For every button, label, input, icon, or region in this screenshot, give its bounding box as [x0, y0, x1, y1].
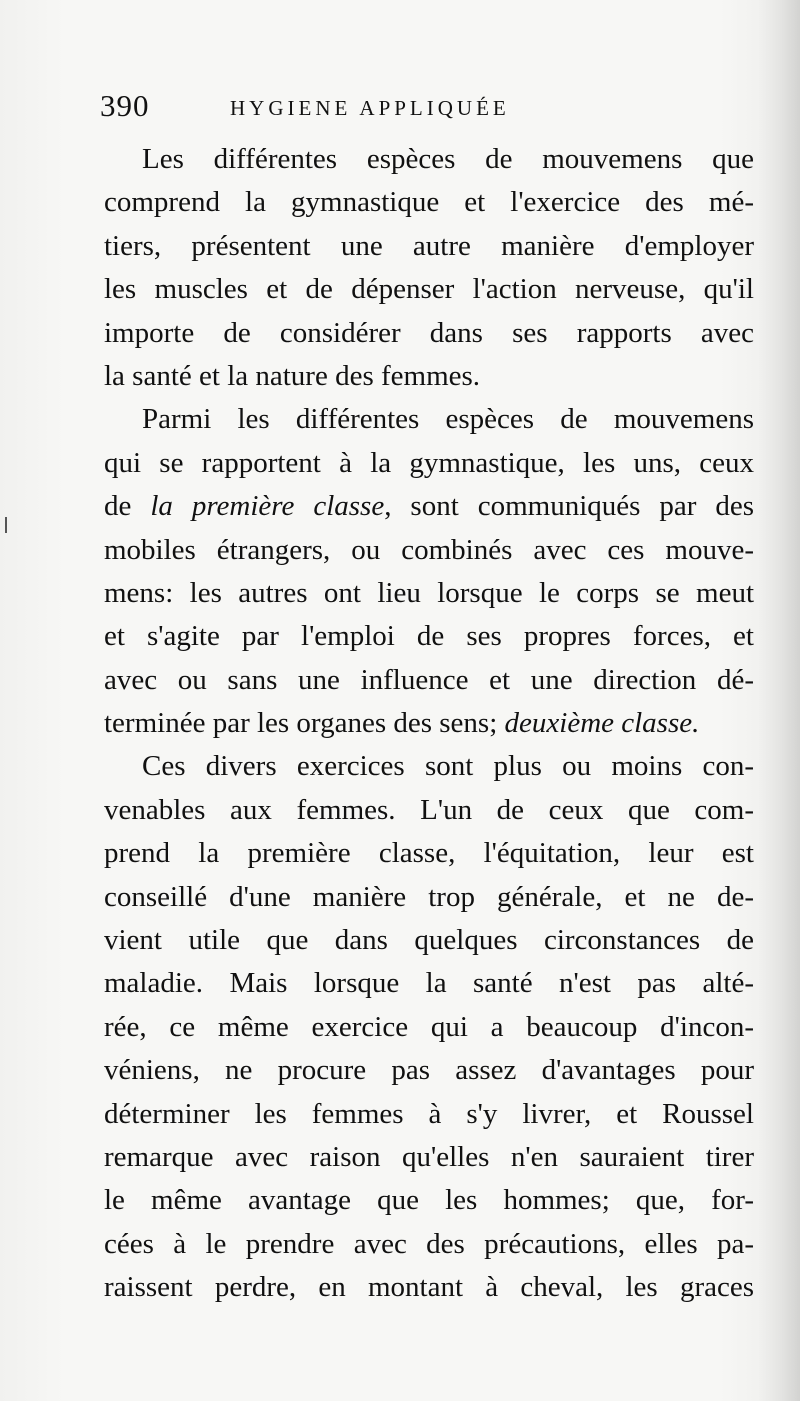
- text-line: raissent perdre, en montant à cheval, les graces: [104, 1271, 754, 1304]
- text-line: les muscles et de dépenser l'action nerveuse, qu'il: [104, 273, 754, 306]
- text-line: importe de considérer dans ses rapports avec: [104, 316, 754, 349]
- text-run: terminée par les organes des sens;: [104, 707, 505, 740]
- text-line: prend la première classe, l'équitation, leur est: [104, 837, 754, 870]
- text-line: la santé et la nature des femmes.: [104, 359, 481, 392]
- text-line: vient utile que dans quelques circonstances de: [104, 924, 754, 957]
- text-line: remarque avec raison qu'elles n'en sauraient tirer: [104, 1140, 754, 1173]
- text-line: cées à le prendre avec des précautions, elles pa-: [104, 1227, 754, 1260]
- text-line: véniens, ne procure pas assez d'avantages pour: [104, 1054, 754, 1087]
- text-line: mobiles étrangers, ou combinés avec ces mouve-: [104, 533, 754, 566]
- margin-mark: [5, 517, 7, 533]
- text-line: mens: les autres ont lieu lorsque le corps se meut: [104, 576, 754, 609]
- text-line: tiers, présentent une autre manière d'employer: [104, 229, 754, 262]
- text-line: le même avantage que les hommes; que, for-: [104, 1184, 754, 1217]
- text-line-mixed: [104, 485, 754, 528]
- text-run: , sont communiqués par des: [384, 490, 754, 523]
- text-line: comprend la gymnastique et l'exercice des mé-: [104, 186, 754, 219]
- text-line: qui se rapportent à la gymnastique, les uns, ceux: [104, 446, 754, 479]
- text-line: et s'agite par l'emploi de ses propres forces, et: [104, 620, 754, 653]
- text-line: venables aux femmes. L'un de ceux que com-: [104, 793, 754, 826]
- text-line: rée, ce même exercice qui a beaucoup d'incon-: [104, 1010, 754, 1043]
- text-line-mixed: [104, 702, 754, 745]
- italic-term: la première classe: [150, 490, 385, 523]
- text-line: Parmi les différentes espèces de mouvemens: [142, 403, 754, 436]
- page-edge-shadow: [758, 0, 800, 1401]
- text-line: déterminer les femmes à s'y livrer, et Roussel: [104, 1097, 754, 1130]
- page-number: 390: [100, 88, 150, 123]
- text-line: conseillé d'une manière trop générale, et ne de-: [104, 880, 754, 913]
- italic-term: deuxième classe.: [504, 707, 700, 740]
- text-line: avec ou sans une influence et une direction dé-: [104, 663, 754, 696]
- text-line: maladie. Mais lorsque la santé n'est pas alté-: [104, 967, 754, 1000]
- body-text: [104, 138, 754, 1310]
- text-line: Ces divers exercices sont plus ou moins con-: [142, 750, 754, 783]
- page-header: [100, 88, 760, 128]
- text-run: de: [104, 490, 151, 523]
- text-line: Les différentes espèces de mouvemens que: [142, 143, 754, 175]
- running-title: HYGIENE APPLIQUÉE: [230, 96, 510, 120]
